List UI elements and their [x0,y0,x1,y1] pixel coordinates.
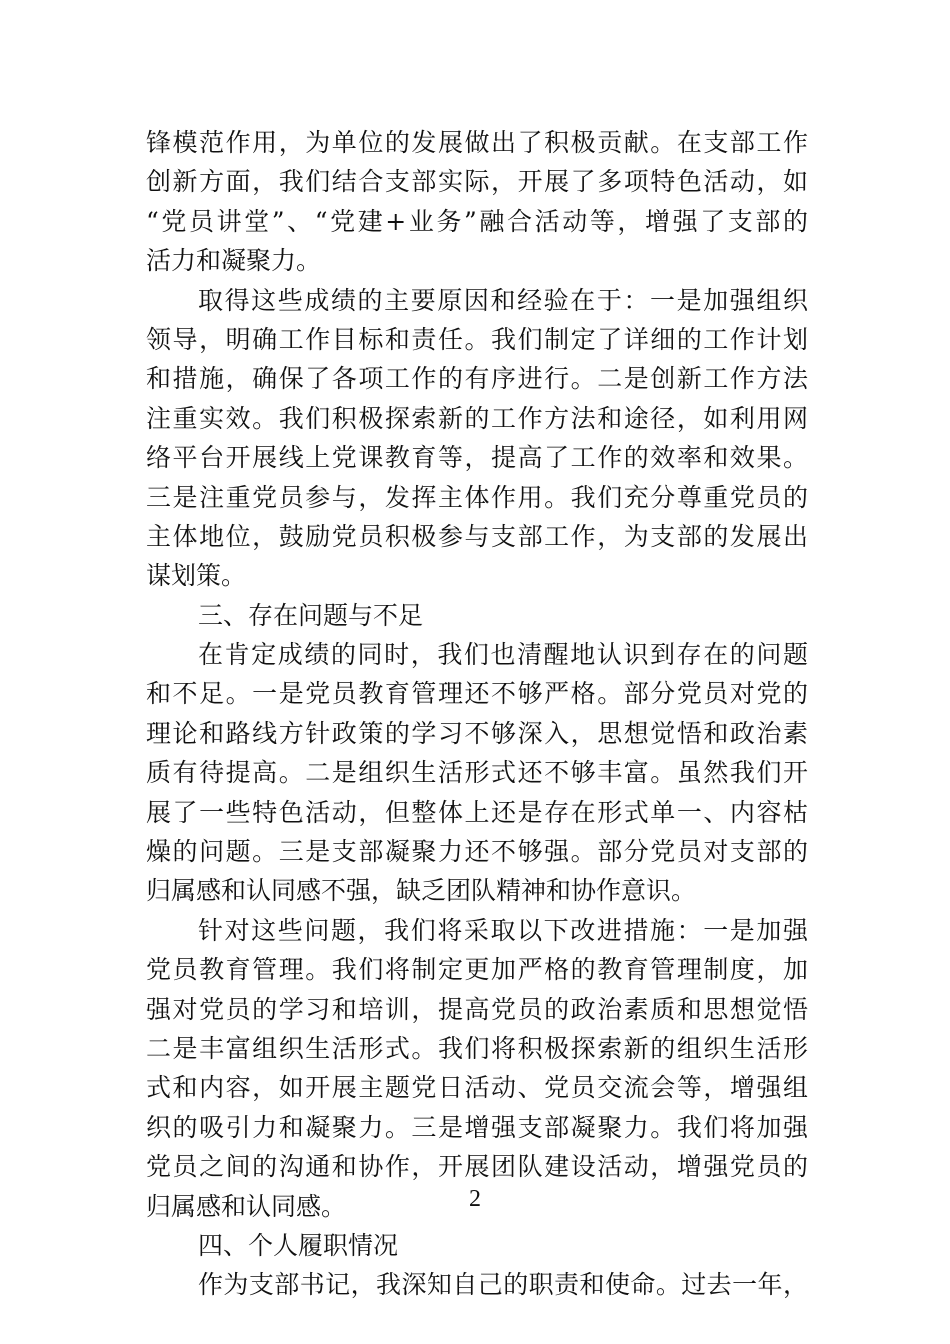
body-line: 和措施，确保了各项工作的有序进行。二是创新工作方法 [146,364,808,394]
paragraph-first-line: 在肯定成绩的同时，我们也清醒地认识到存在的问题 [198,640,808,670]
body-line: 和不足。一是党员教育管理还不够严格。部分党员对党的 [146,679,808,709]
body-line: 三是注重党员参与，发挥主体作用。我们充分尊重党员的 [146,482,808,512]
paragraph-first-line: 取得这些成绩的主要原因和经验在于：一是加强组织 [198,285,808,315]
body-line: 党员之间的沟通和协作，开展团队建设活动，增强党员的 [146,1152,808,1182]
body-line: 领导，明确工作目标和责任。我们制定了详细的工作计划 [146,324,808,354]
section-heading: 三、存在问题与不足 [198,600,424,630]
body-line: 创新方面，我们结合支部实际，开展了多项特色活动，如 [146,167,808,197]
page-number: 2 [469,1186,481,1212]
body-line: 展了一些特色活动，但整体上还是存在形式单一、内容枯 [146,797,808,827]
body-line: 式和内容，如开展主题党日活动、党员交流会等，增强组 [146,1073,808,1103]
body-line: 谋划策。 [146,561,247,591]
paragraph-first-line: 针对这些问题，我们将采取以下改进措施：一是加强 [198,915,808,945]
body-line: 归属感和认同感不强，缺乏团队精神和协作意识。 [146,876,697,906]
body-line: 归属感和认同感。 [146,1191,347,1221]
body-line: 强对党员的学习和培训，提高党员的政治素质和思想觉悟 [146,994,808,1024]
body-line: 理论和路线方针政策的学习不够深入，思想觉悟和政治素 [146,718,808,748]
body-line: 络平台开展线上党课教育等，提高了工作的效率和效果。 [146,443,808,473]
body-line: 质有待提高。二是组织生活形式还不够丰富。虽然我们开 [146,758,808,788]
body-line: 织的吸引力和凝聚力。三是增强支部凝聚力。我们将加强 [146,1112,808,1142]
body-line: 二是丰富组织生活形式。我们将积极探索新的组织生活形 [146,1033,808,1063]
body-line: 主体地位，鼓励党员积极参与支部工作，为支部的发展出 [146,521,808,551]
body-line: 活力和凝聚力。 [146,246,322,276]
paragraph-first-line: 作为支部书记，我深知自己的职责和使命。过去一年， [198,1270,808,1300]
body-line: 锋模范作用，为单位的发展做出了积极贡献。在支部工作 [146,128,808,157]
body-line: 注重实效。我们积极探索新的工作方法和途径，如利用网 [146,403,808,433]
body-line: 燥的问题。三是支部凝聚力还不够强。部分党员对支部的 [146,837,808,867]
body-line: 党员教育管理。我们将制定更加严格的教育管理制度，加 [146,955,808,985]
body-line: “党员讲堂”、“党建+业务”融合活动等，增强了支部的 [146,206,808,236]
document-body [146,123,808,1305]
section-heading: 四、个人履职情况 [198,1230,399,1260]
